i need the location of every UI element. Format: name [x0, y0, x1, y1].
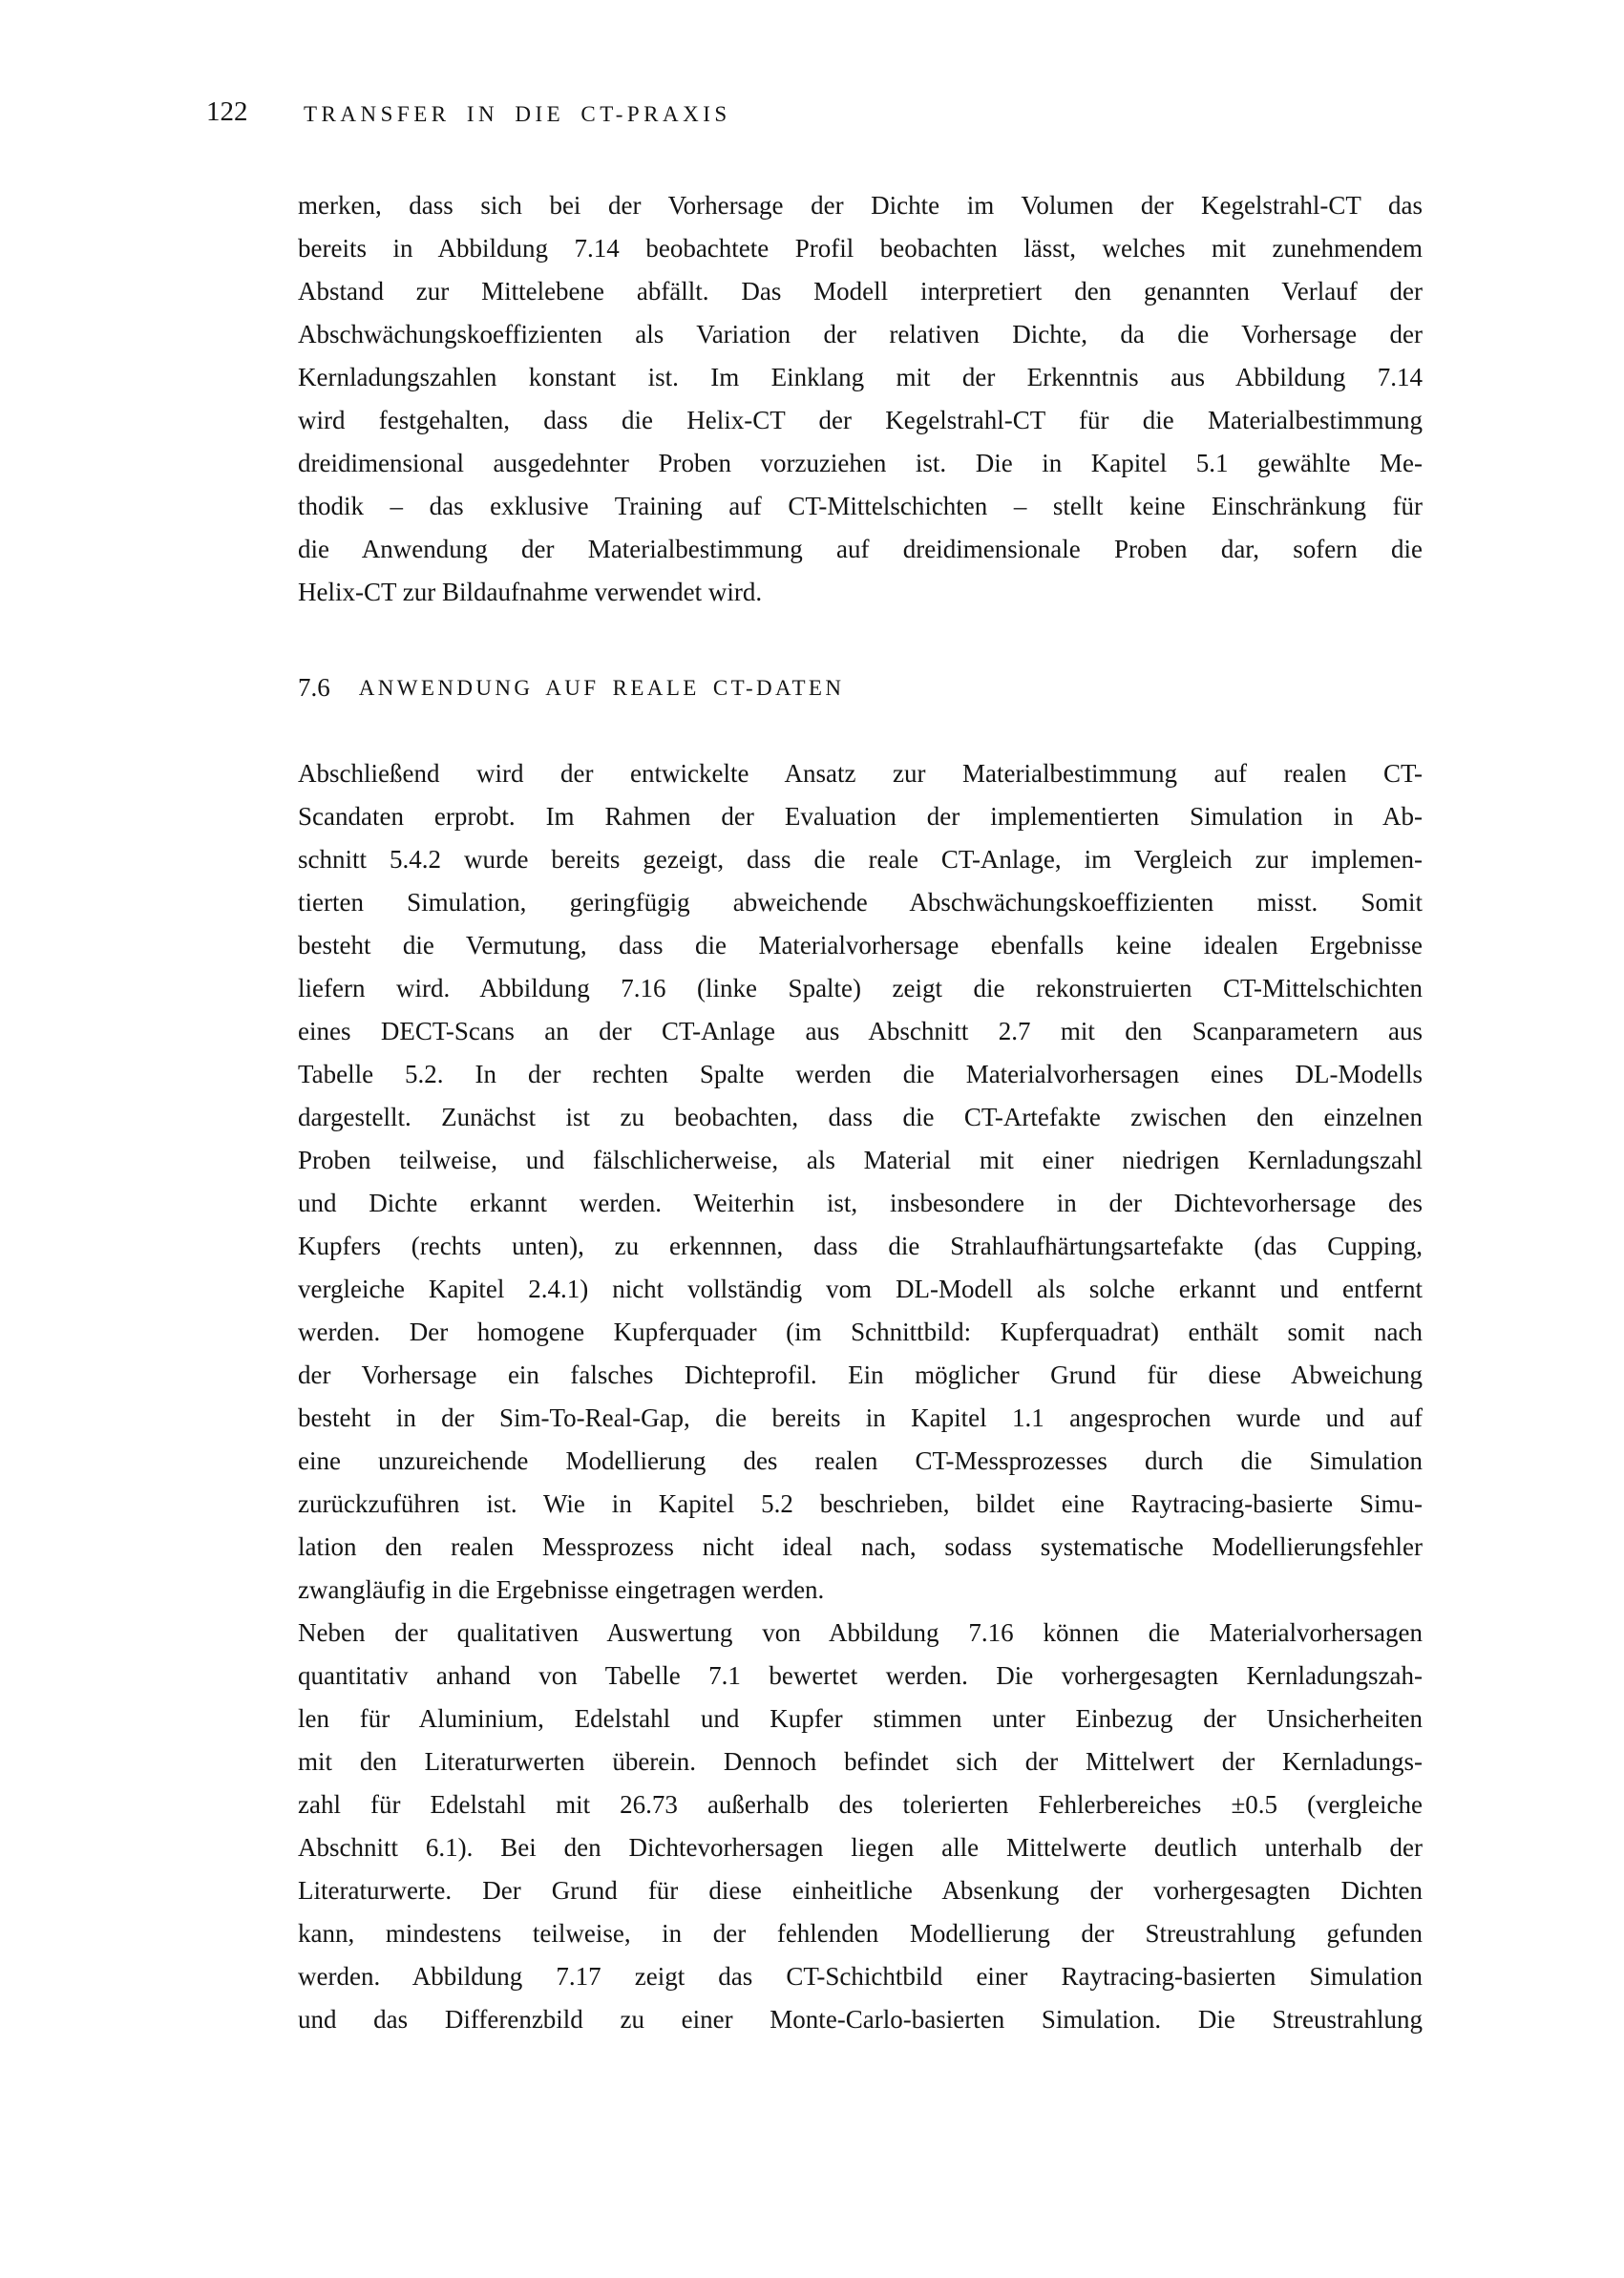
text-line: Abschließend wird der entwickelte Ansatz zur Materialbestimmung auf realen CT- [298, 759, 1423, 788]
text-line: zwangläufig in die Ergebnisse eingetragen werden. [298, 1575, 825, 1604]
text-line: und das Differenzbild zu einer Monte-Carlo-basierten Simulation. Die Streustrahlung [298, 2005, 1423, 2034]
text-line: dreidimensional ausgedehnter Proben vorzuziehen ist. Die in Kapitel 5.1 gewählte Me- [298, 449, 1423, 477]
text-line: vergleiche Kapitel 2.4.1) nicht vollständig vom DL-Modell als solche erkannt und entfernt [298, 1275, 1423, 1303]
text-line: dargestellt. Zunächst ist zu beobachten, dass die CT-Artefakte zwischen den einzelnen [298, 1103, 1423, 1131]
text-line: Neben der qualitativen Auswertung von Abbildung 7.16 können die Materialvorhersagen [298, 1618, 1423, 1647]
text-line: der Vorhersage ein falsches Dichteprofil. Ein möglicher Grund für diese Abweichung [298, 1360, 1423, 1389]
text-line: kann, mindestens teilweise, in der fehlenden Modellierung der Streustrahlung gefunden [298, 1919, 1423, 1948]
text-line: Abstand zur Mittelebene abfällt. Das Modell interpretiert den genannten Verlauf der [298, 277, 1423, 306]
text-line: Literaturwerte. Der Grund für diese einheitliche Absenkung der vorhergesagten Dichten [298, 1876, 1423, 1905]
text-line: Abschwächungskoeffizienten als Variation der relativen Dichte, da die Vorhersage der [298, 320, 1423, 348]
text-line: und Dichte erkannt werden. Weiterhin ist, insbesondere in der Dichtevorhersage des [298, 1189, 1423, 1217]
text-line: Proben teilweise, und fälschlicherweise, als Material mit einer niedrigen Kernladungszahl [298, 1146, 1423, 1174]
text-line: bereits in Abbildung 7.14 beobachtete Profil beobachten lässt, welches mit zunehmendem [298, 234, 1423, 263]
text-line: quantitativ anhand von Tabelle 7.1 bewertet werden. Die vorhergesagten Kernladungszah- [298, 1661, 1423, 1690]
text-line: merken, dass sich bei der Vorhersage der Dichte im Volumen der Kegelstrahl-CT das [298, 191, 1423, 220]
text-line: Kernladungszahlen konstant ist. Im Einklang mit der Erkenntnis aus Abbildung 7.14 [298, 363, 1423, 391]
text-line: Kupfers (rechts unten), zu erkennnen, dass die Strahlaufhärtungsartefakte (das Cupping, [298, 1232, 1423, 1260]
text-line: tierten Simulation, geringfügig abweichende Abschwächungskoeffizienten misst. Somit [298, 888, 1423, 917]
text-line: schnitt 5.4.2 wurde bereits gezeigt, dass die reale CT-Anlage, im Vergleich zur implemen- [298, 845, 1423, 874]
section-title: ANWENDUNG AUF REALE CT-DATEN [358, 676, 845, 700]
paragraph [298, 184, 1423, 614]
text-line: wird festgehalten, dass die Helix-CT der Kegelstrahl-CT für die Materialbestimmung [298, 406, 1423, 434]
text-line: Tabelle 5.2. In der rechten Spalte werden die Materialvorhersagen eines DL-Modells [298, 1060, 1423, 1088]
section-number: 7.6 [298, 673, 330, 702]
text-line: len für Aluminium, Edelstahl und Kupfer stimmen unter Einbezug der Unsicherheiten [298, 1704, 1423, 1733]
text-line: besteht in der Sim-To-Real-Gap, die bereits in Kapitel 1.1 angesprochen wurde und auf [298, 1403, 1423, 1432]
page-number: 122 [206, 96, 248, 127]
paragraph [298, 752, 1423, 1612]
section-heading [298, 671, 844, 705]
text-line: zurückzuführen ist. Wie in Kapitel 5.2 beschrieben, bildet eine Raytracing-basierte Simu- [298, 1489, 1423, 1518]
text-line: Scandaten erprobt. Im Rahmen der Evaluation der implementierten Simulation in Ab- [298, 802, 1423, 831]
text-line: Abschnitt 6.1). Bei den Dichtevorhersagen liegen alle Mittelwerte deutlich unterhalb der [298, 1833, 1423, 1862]
text-line: Helix-CT zur Bildaufnahme verwendet wird. [298, 578, 763, 606]
running-header-title: TRANSFER IN DIE CT-PRAXIS [304, 102, 731, 126]
text-line: die Anwendung der Materialbestimmung auf dreidimensionale Proben dar, sofern die [298, 535, 1423, 563]
text-line: mit den Literaturwerten überein. Dennoch befindet sich der Mittelwert der Kernladungs- [298, 1747, 1423, 1776]
text-line: besteht die Vermutung, dass die Materialvorhersage ebenfalls keine idealen Ergebnisse [298, 931, 1423, 960]
text-line: werden. Der homogene Kupferquader (im Schnittbild: Kupferquadrat) enthält somit nach [298, 1318, 1423, 1346]
text-line: eines DECT-Scans an der CT-Anlage aus Abschnitt 2.7 mit den Scanparametern aus [298, 1017, 1423, 1045]
text-line: thodik – das exklusive Training auf CT-Mittelschichten – stellt keine Einschränkung für [298, 492, 1423, 520]
text-line: lation den realen Messprozess nicht ideal nach, sodass systematische Modellierungsfehler [298, 1532, 1423, 1561]
text-line: zahl für Edelstahl mit 26.73 außerhalb des tolerierten Fehlerbereiches ±0.5 (vergleiche [298, 1790, 1423, 1819]
paragraph [298, 1612, 1423, 2041]
text-line: werden. Abbildung 7.17 zeigt das CT-Schichtbild einer Raytracing-basierten Simulation [298, 1962, 1423, 1991]
text-line: liefern wird. Abbildung 7.16 (linke Spalte) zeigt die rekonstruierten CT-Mittelschichten [298, 974, 1423, 1002]
text-line: eine unzureichende Modellierung des realen CT-Messprozesses durch die Simulation [298, 1446, 1423, 1475]
